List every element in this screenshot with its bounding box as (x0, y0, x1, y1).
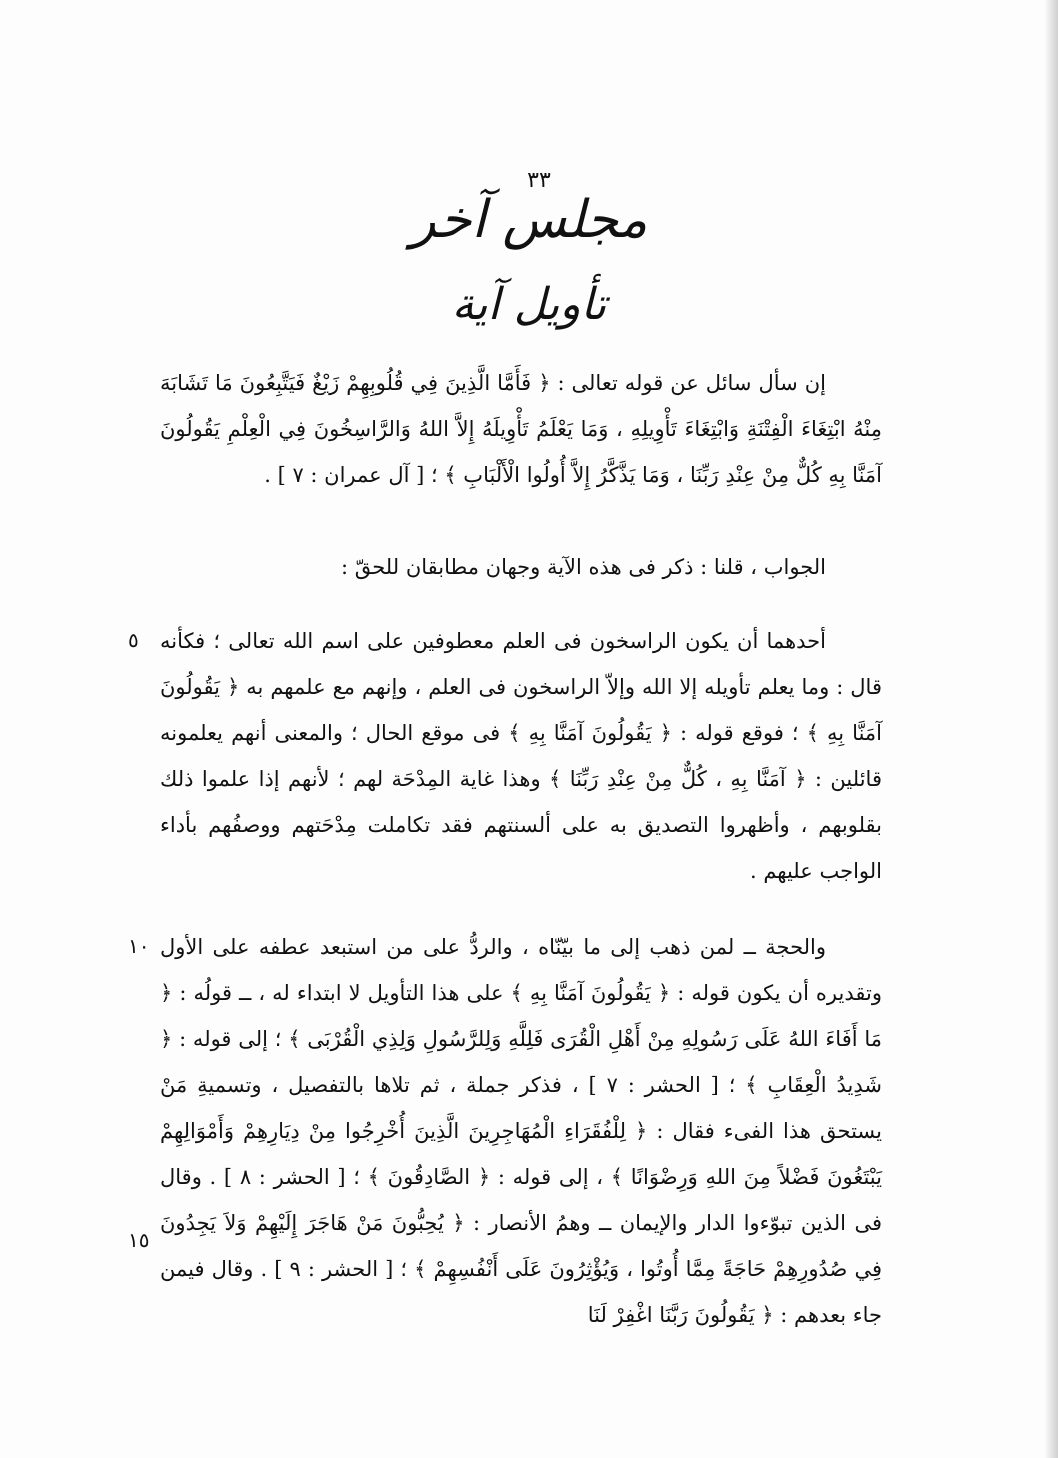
paragraph-argument: والحجة ــ لمن ذهب إلى ما بيّنّاه ، والردُّ على من استبعد عطفه على الأول وتقديره أن يكون قوله : ﴿ يَقُولُونَ آمَنَّا بِهِ ﴾ على هذا التأويل لا ابتداء له ، ــ قولُه : ﴿ مَا أَفَاءَ اللهُ عَلَى رَسُولِهِ مِنْ أَهْلِ الْقُرَى فَلِلَّهِ وَلِلرَّسُولِ وَلِذِي الْقُرْبَى ﴾ ؛ إلى قوله : ﴿ شَدِيدُ الْعِقَابِ ﴾ ؛ [ الحشر : ٧ ] ، فذكر جملة ، ثم تلاها بالتفصيل ، وتسميةِ مَنْ يستحق هذا الفىء فقال : ﴿ لِلْفُقَرَاءِ الْمُهَاجِرِينَ الَّذِينَ أُخْرِجُوا مِنْ دِيَارِهِمْ وَأَمْوَالِهِمْ يَبْتَغُونَ فَضْلاً مِنَ اللهِ وَرِضْوَانًا ﴾ ، إلى قوله : ﴿ الصَّادِقُونَ ﴾ ؛ [ الحشر : ٨ ] . وقال فى الذين تبوّءوا الدار والإيمان ــ وهمُ الأنصار : ﴿ يُحِبُّونَ مَنْ هَاجَرَ إِلَيْهِمْ وَلاَ يَجِدُونَ فِي صُدُورِهِمْ حَاجَةً مِمَّا أُوتُوا ، وَيُؤْثِرُونَ عَلَى أَنْفُسِهِمْ ﴾ ؛ [ الحشر : ٩ ] . وقال فيمن جاء بعدهم : ﴿ يَقُولُونَ رَبَّنَا اغْفِرْ لَنَا (160, 935, 882, 1327)
line-number-5: ٥ (128, 628, 139, 652)
chapter-title: مجلس آخر (410, 190, 648, 250)
argument-paragraph (160, 924, 882, 1338)
chapter-subtitle: تأويل آية (451, 279, 607, 330)
chapter-number: ٣٣ (527, 168, 551, 193)
paragraph-question: إن سأل سائل عن قوله تعالى : ﴿ فَأَمَّا الَّذِينَ فِي قُلُوبِهِمْ زَيْغٌ فَيَتَّبِعُونَ مَا تَشَابَهَ مِنْهُ ابْتِغَاءَ الْفِتْنَةِ وَابْتِغَاءَ تَأْوِيلِهِ ، وَمَا يَعْلَمُ تَأْوِيلَهُ إِلاَّ اللهُ وَالرَّاسِخُونَ فِي الْعِلْمِ يَقُولُونَ آمَنَّا بِهِ كُلٌّ مِنْ عِنْدِ رَبِّنَا ، وَمَا يَذَّكَّرُ إِلاَّ أُولُوا الْأَلْبَابِ ﴾ ؛ [ آل عمران : ٧ ] . (160, 371, 882, 487)
answer-paragraph (160, 544, 882, 590)
intro-question-paragraph (160, 360, 882, 498)
paragraph-answer: الجواب ، قلنا : ذكر فى هذه الآية وجهان مطابقان للحقّ : (340, 555, 826, 579)
line-number-10: ١٠ (128, 934, 150, 958)
paragraph-first-interpretation: أحدهما أن يكون الراسخون فى العلم معطوفين على اسم الله تعالى ؛ فكأنه قال : وما يعلم تأويله إلا الله وإلاّ الراسخون فى العلم ، وإنهم مع علمهم به ﴿ يَقُولُونَ آمَنَّا بِهِ ﴾ ؛ فوقع قوله : ﴿ يَقُولُونَ آمَنَّا بِهِ ﴾ فى موقع الحال ؛ والمعنى أنهم يعلمونه قائلين : ﴿ آمَنَّا بِهِ ، كُلٌّ مِنْ عِنْدِ رَبِّنَا ﴾ وهذا غاية المِدْحَة لهم ؛ لأنهم إذا علموا ذلك بقلوبهم ، وأظهروا التصديق به على ألسنتهم فقد تكاملت مِدْحَتهم ووصفُهم بأداء الواجب عليهم . (160, 629, 882, 883)
first-interpretation-paragraph (160, 618, 882, 894)
line-number-15: ١٥ (128, 1228, 150, 1252)
